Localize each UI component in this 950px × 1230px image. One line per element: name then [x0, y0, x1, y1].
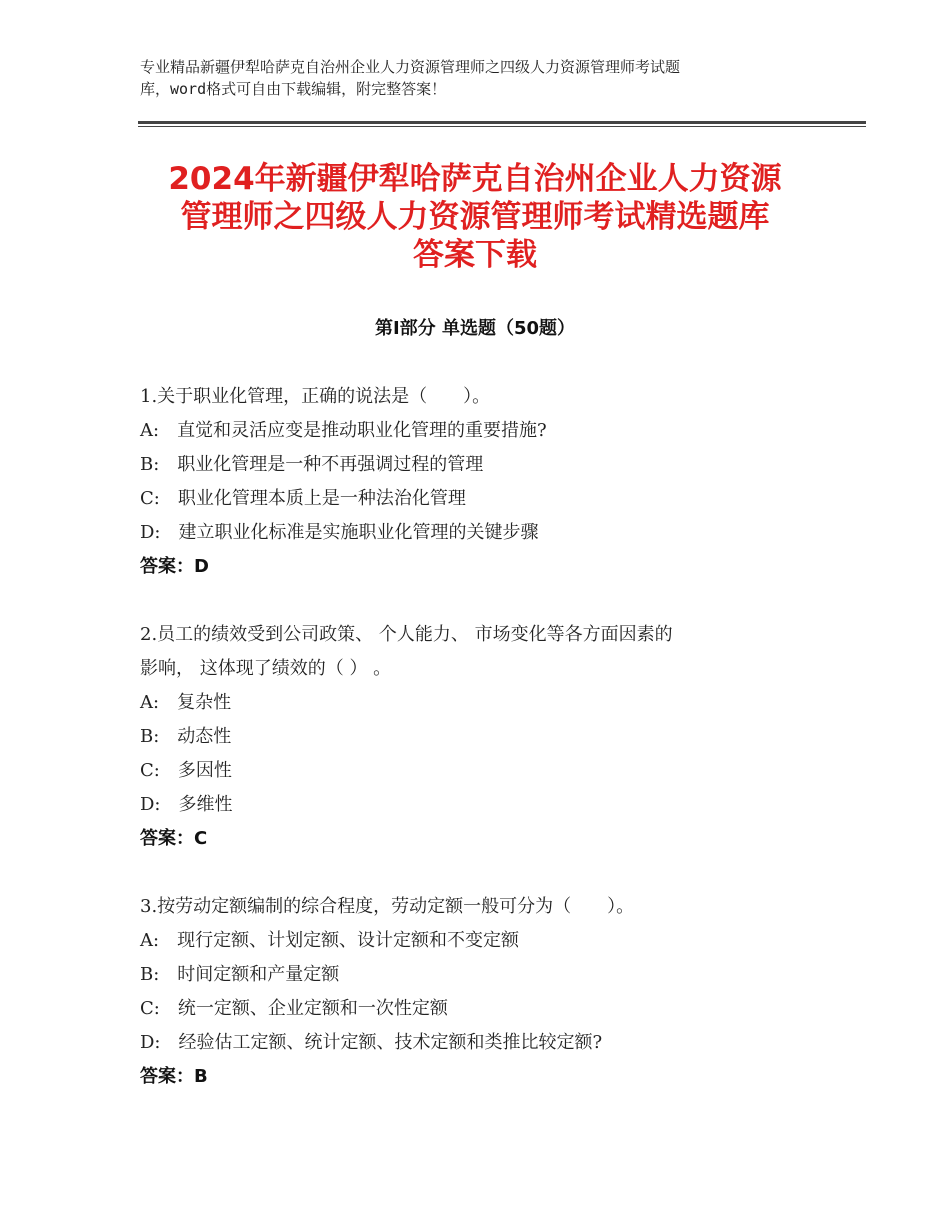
question-list [140, 380, 820, 1128]
title-line: 管理师之四级人力资源管理师考试精选题库 [180, 199, 770, 235]
title-line: 2024年新疆伊犁哈萨克自治州企业人力资源 [168, 161, 782, 197]
option-b: B: 时间定额和产量定额 [140, 964, 340, 985]
question-stem: 3.按劳动定额编制的综合程度，劳动定额一般可分为（ ）。 [140, 896, 635, 917]
header-rule [138, 121, 866, 124]
question-stem: 2.员工的绩效受到公司政策、 个人能力、 市场变化等各方面因素的 [140, 624, 673, 645]
option-c: C: 统一定额、企业定额和一次性定额 [140, 998, 448, 1019]
question-stem: 1.关于职业化管理，正确的说法是（ ）。 [140, 386, 491, 407]
option-d: D: 多维性 [140, 794, 233, 815]
option-a: A: 直觉和灵活应变是推动职业化管理的重要措施? [140, 420, 547, 441]
question-3 [140, 890, 820, 1094]
option-b: B: 动态性 [140, 726, 232, 747]
title-line: 答案下载 [413, 237, 537, 273]
option-b: B: 职业化管理是一种不再强调过程的管理 [140, 454, 484, 475]
header-rule-thin [138, 126, 866, 127]
option-d: D: 经验估工定额、统计定额、技术定额和类推比较定额? [140, 1032, 603, 1053]
option-d: D: 建立职业化标准是实施职业化管理的关键步骤 [140, 522, 539, 543]
option-c: C: 职业化管理本质上是一种法治化管理 [140, 488, 466, 509]
answer: 答案：C [140, 828, 208, 849]
option-c: C: 多因性 [140, 760, 232, 781]
header-note [140, 56, 820, 100]
section-heading: 第Ⅰ部分 单选题（50题） [374, 318, 575, 339]
question-2 [140, 618, 820, 856]
option-a: A: 现行定额、计划定额、设计定额和不变定额 [140, 930, 520, 951]
header-note-line: 库，word格式可自由下载编辑，附完整答案！ [140, 80, 447, 98]
document-title [120, 160, 830, 274]
header-note-line: 专业精品新疆伊犁哈萨克自治州企业人力资源管理师之四级人力资源管理师考试题 [140, 58, 681, 76]
question-stem-cont: 影响， 这体现了绩效的（ ） 。 [140, 658, 392, 679]
answer: 答案：B [140, 1066, 208, 1087]
answer: 答案：D [140, 556, 209, 577]
option-a: A: 复杂性 [140, 692, 232, 713]
question-1 [140, 380, 820, 584]
